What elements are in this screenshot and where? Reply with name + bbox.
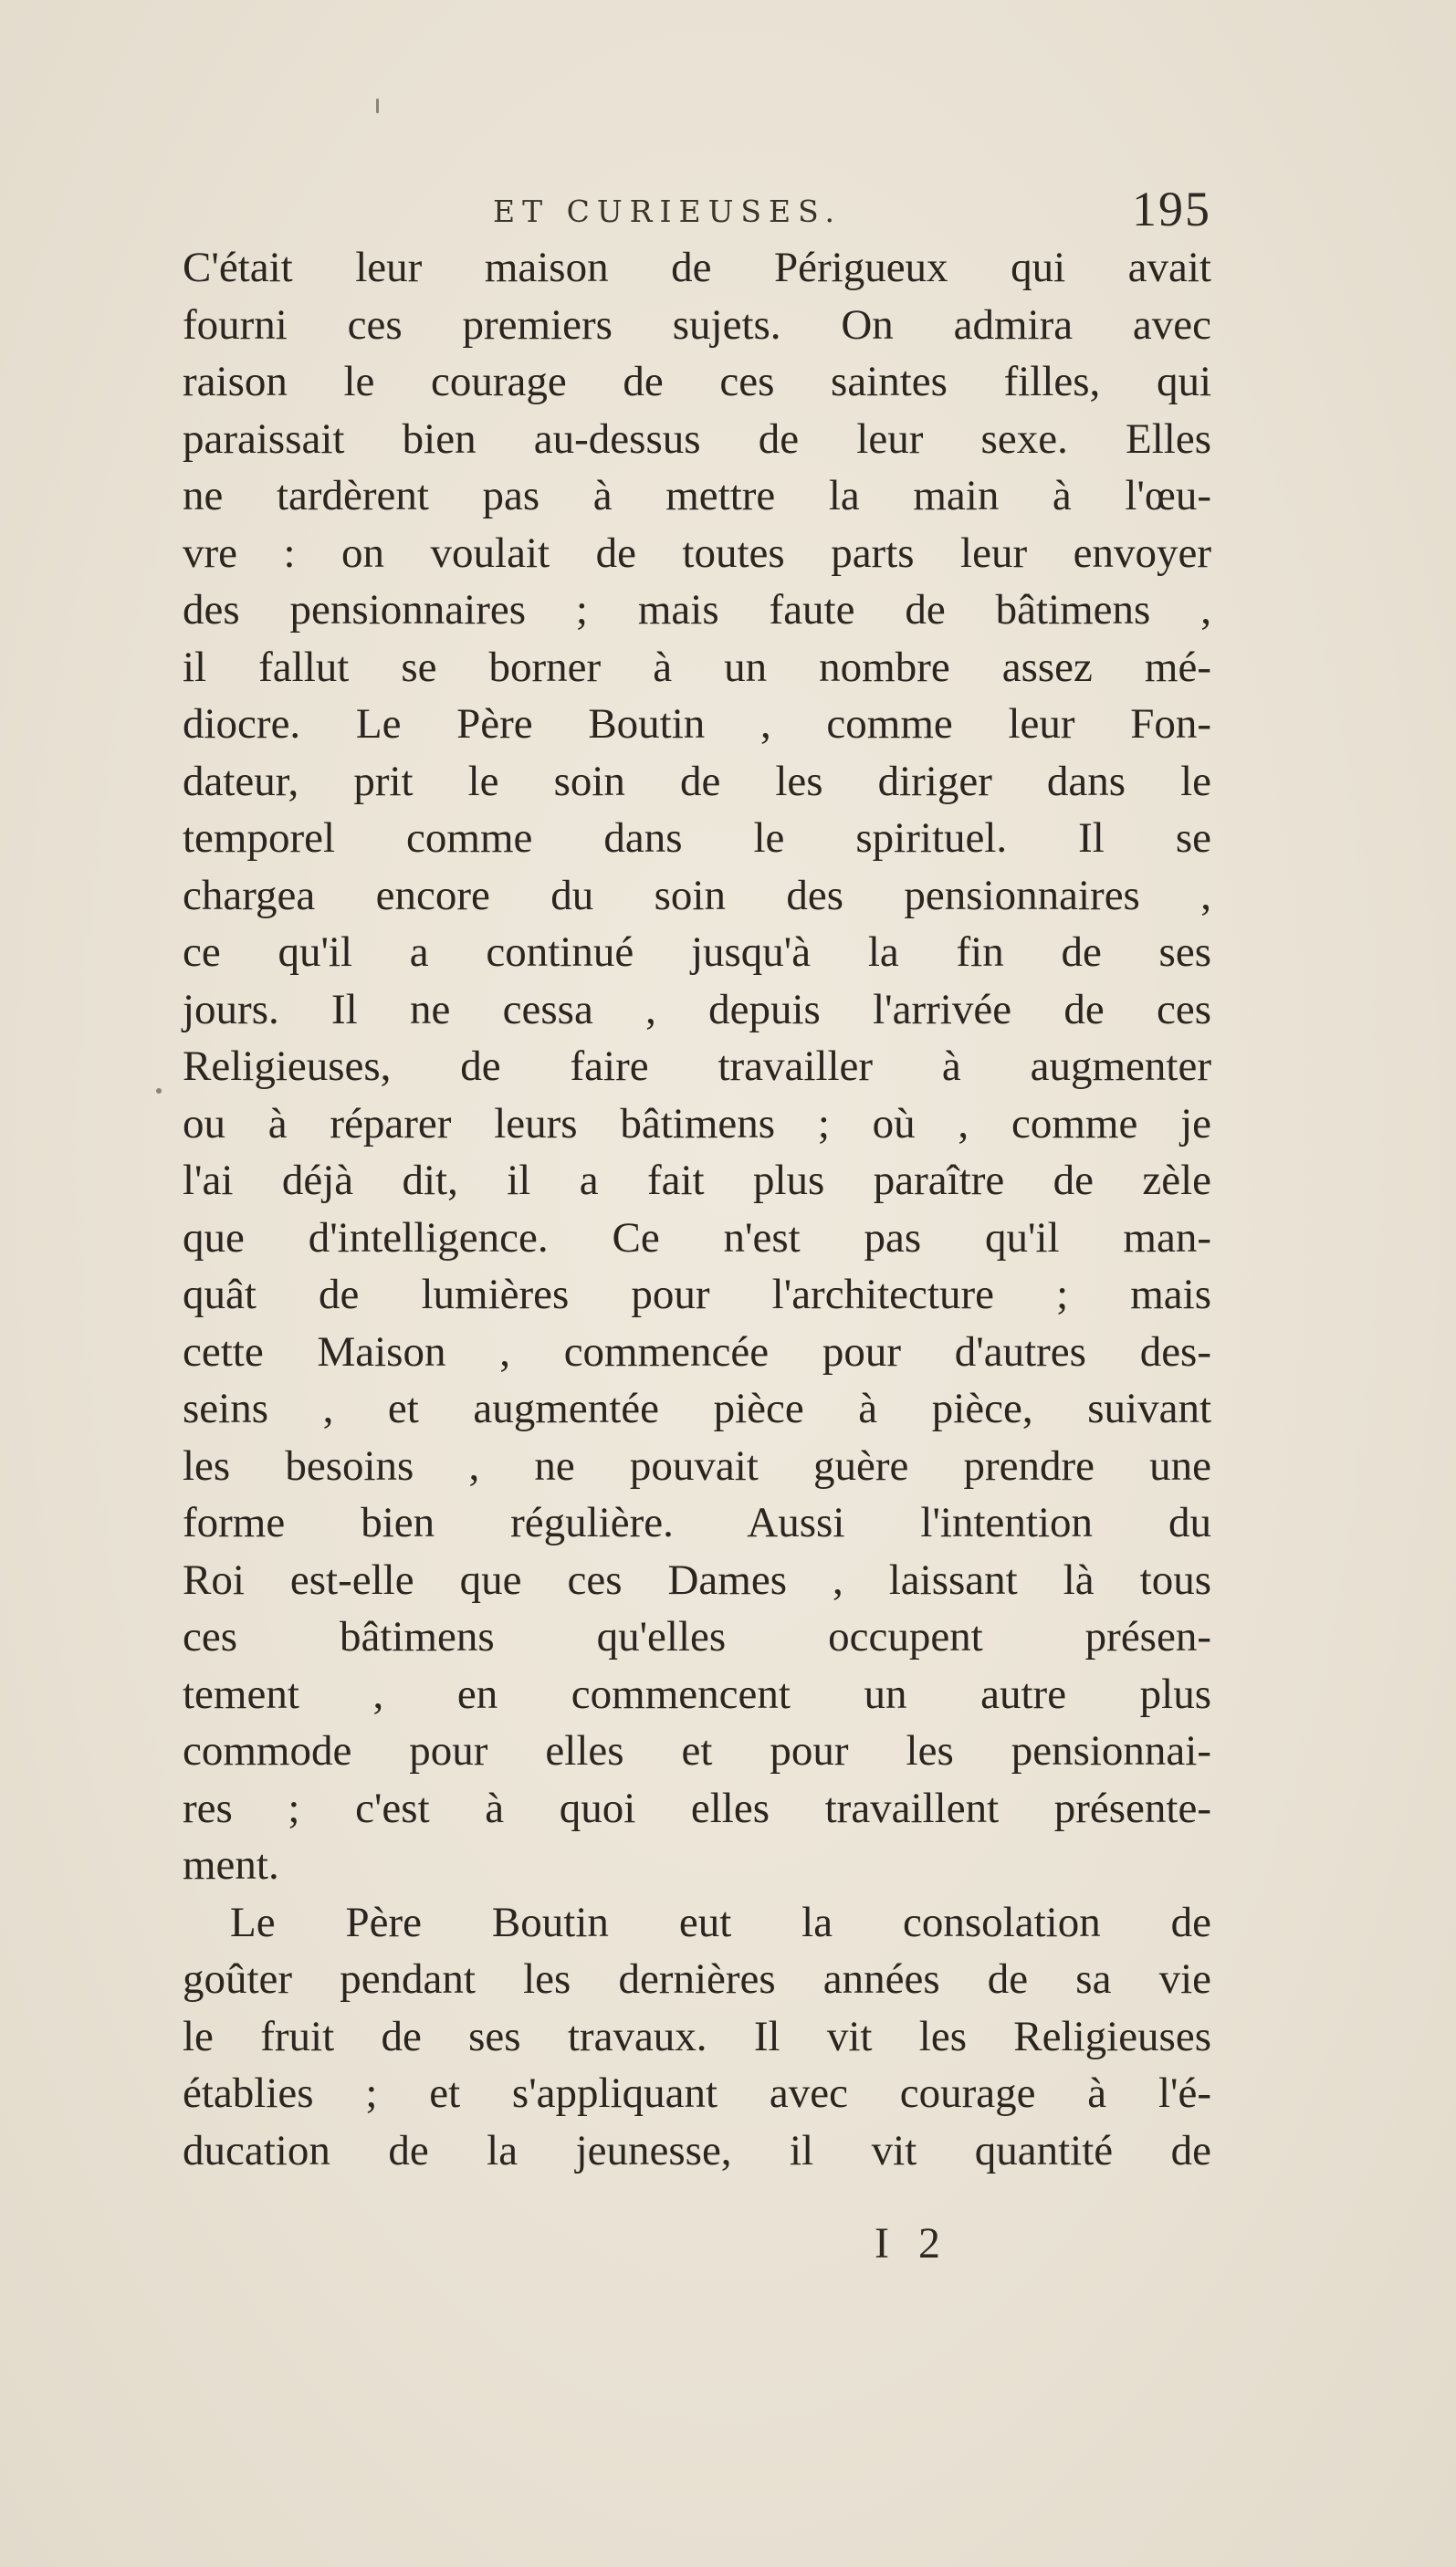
text-line: ou à réparer leurs bâtimens ; où , comme je [183, 1099, 1211, 1147]
text-line: quât de lumières pour l'architecture ; mais [183, 1271, 1211, 1318]
text-line: ne tardèrent pas à mettre la main à l'œu- [183, 472, 1211, 519]
paper-speck [376, 99, 379, 113]
text-line: fourni ces premiers sujets. On admira avec [183, 300, 1211, 349]
page-number: 195 [1132, 182, 1211, 236]
text-line: goûter pendant les dernières années de sa vie [183, 1955, 1211, 2003]
text-line: le fruit de ses travaux. Il vit les Religieuses [183, 2012, 1211, 2060]
text-line: seins , et augmentée pièce à pièce, suivant [183, 1385, 1211, 1432]
text-line: que d'intelligence. Ce n'est pas qu'il man- [183, 1213, 1211, 1262]
text-line: diocre. Le Père Boutin , comme leur Fon- [183, 700, 1211, 748]
text-line: les besoins , ne pouvait guère prendre une [183, 1441, 1211, 1490]
running-title: ET CURIEUSES. [493, 194, 843, 229]
text-line: temporel comme dans le spirituel. Il se [183, 814, 1211, 862]
text-line: commode pour elles et pour les pensionnai- [183, 1727, 1211, 1775]
text-line: Religieuses, de faire travailler à augmenter [183, 1043, 1211, 1090]
text-line: cette Maison , commencée pour d'autres des- [183, 1327, 1211, 1376]
text-line: forme bien régulière. Aussi l'intention du [183, 1499, 1211, 1546]
text-line: dateur, prit le soin de les diriger dans le [183, 757, 1211, 805]
text-line: des pensionnaires ; mais faute de bâtimens , [183, 586, 1211, 634]
text-line: établies ; et s'appliquant avec courage à l'é- [183, 2069, 1211, 2117]
text-line: l'ai déjà dit, il a fait plus paraître de zèle [183, 1157, 1211, 1204]
text-line: il fallut se borner à un nombre assez mé- [183, 643, 1211, 691]
text-line: ce qu'il a continué jusqu'à la fin de ses [183, 928, 1211, 976]
text-line: jours. Il ne cessa , depuis l'arrivée de ces [183, 985, 1211, 1033]
text-line: res ; c'est à quoi elles travaillent présente- [183, 1784, 1211, 1832]
text-line: ducation de la jeunesse, il vit quantité de [183, 2126, 1211, 2174]
text-line: chargea encore du soin des pensionnaires , [183, 871, 1211, 919]
body-text [183, 239, 1211, 2179]
text-line: vre : on voulait de toutes parts leur envoyer [183, 529, 1211, 577]
text-line: Le Père Boutin eut la consolation de [230, 1898, 1211, 1946]
text-line: ces bâtimens qu'elles occupent présen- [183, 1613, 1211, 1661]
text-line: C'était leur maison de Périgueux qui avait [183, 244, 1211, 291]
signature-mark: I 2 [875, 2219, 949, 2268]
text-line: paraissait bien au-dessus de leur sexe. Elles [183, 414, 1211, 463]
text-line: tement , en commencent un autre plus [183, 1670, 1211, 1718]
text-line: ment. [183, 1841, 279, 1889]
text-line: Roi est-elle que ces Dames , laissant là tous [183, 1556, 1211, 1604]
paper-speck [156, 1088, 162, 1094]
text-line: raison le courage de ces saintes filles, qui [183, 358, 1211, 405]
